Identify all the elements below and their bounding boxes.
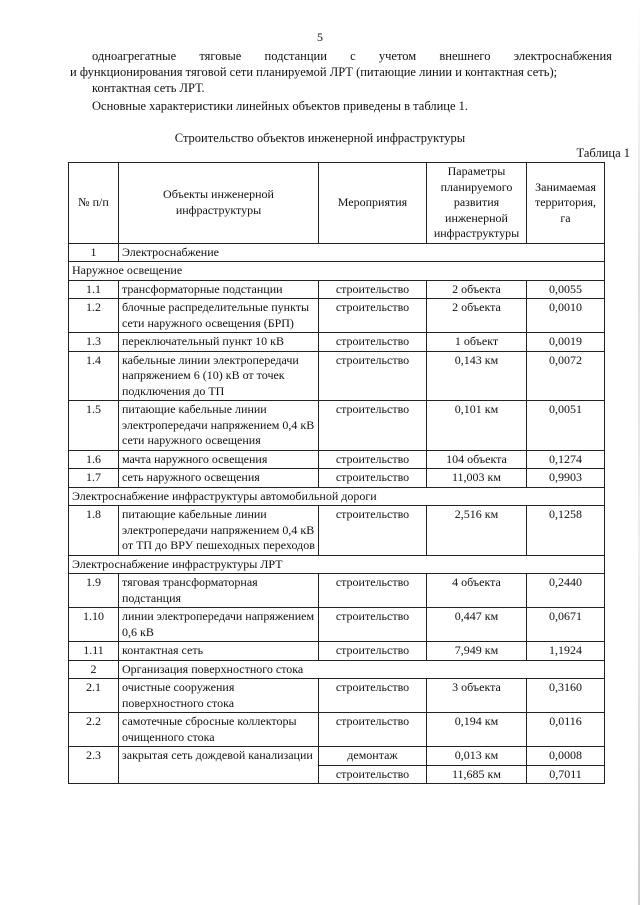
row-object: питающие кабельные линии электропередачи напряжением 0,4 кВ от ТП до ВРУ пешеходных переходов — [119, 506, 319, 556]
row-area: 0,0051 — [527, 401, 605, 451]
row-action: строительство — [319, 333, 427, 352]
table-row — [69, 713, 605, 747]
row-action: строительство — [319, 506, 427, 556]
row-object: трансформаторные подстанции — [119, 280, 319, 299]
row-param: 0,447 км — [427, 608, 527, 642]
intro-word: с — [350, 49, 356, 63]
row-object: контактная сеть — [119, 642, 319, 661]
table-row — [69, 642, 605, 661]
intro-word: тяговые — [199, 49, 242, 63]
row-area: 0,0010 — [527, 299, 605, 333]
row-number: 1.8 — [69, 506, 119, 556]
row-area-split — [527, 747, 605, 784]
row-action: строительство — [319, 351, 427, 401]
row-object: мачта наружного освещения — [119, 450, 319, 469]
row-number: 1.1 — [69, 280, 119, 299]
row-action: строительство — [319, 574, 427, 608]
table-group-row — [69, 243, 605, 262]
row-number: 2.2 — [69, 713, 119, 747]
row-area: 0,0008 — [549, 748, 582, 762]
row-number: 1 — [69, 243, 119, 262]
intro-word: подстанции — [264, 49, 327, 63]
intro-word: электроснабжения — [513, 49, 612, 63]
intro-line-4: Основные характеристики линейных объектов приведены в таблице 1. — [92, 99, 469, 113]
row-action-split — [319, 747, 427, 784]
infrastructure-table — [68, 162, 605, 784]
table-section-row — [69, 262, 605, 281]
intro-word: внешнего — [439, 49, 491, 63]
row-action: строительство — [319, 765, 426, 784]
row-action: строительство — [319, 450, 427, 469]
row-number: 1.9 — [69, 574, 119, 608]
row-object: кабельные линии электропередачи напряжением 6 (10) кВ от точек подключения до ТП — [119, 351, 319, 401]
row-area: 0,0055 — [527, 280, 605, 299]
table-section-row — [69, 555, 605, 574]
table-row — [69, 469, 605, 488]
header-object: Объекты инженерной инфраструктуры — [119, 163, 319, 244]
header-num: № п/п — [69, 163, 119, 244]
row-param: 7,949 км — [427, 642, 527, 661]
row-action: строительство — [319, 713, 427, 747]
row-object: очистные сооружения поверхностного стока — [119, 679, 319, 713]
table-caption: Строительство объектов инженерной инфраструктуры — [174, 131, 466, 145]
header-params: Параметры планируемого развития инженерной инфраструктуры — [427, 163, 527, 244]
row-param: 4 объекта — [427, 574, 527, 608]
table-label: Таблица 1 — [576, 146, 630, 160]
row-param: 3 объекта — [427, 679, 527, 713]
row-area: 1,1924 — [527, 642, 605, 661]
row-area: 0,2440 — [527, 574, 605, 608]
row-param-split — [427, 747, 527, 784]
table-section-row — [69, 487, 605, 506]
row-param: 0,101 км — [427, 401, 527, 451]
table-row — [69, 401, 605, 451]
row-number: 2.3 — [69, 747, 119, 784]
table-row — [69, 574, 605, 608]
row-action: строительство — [319, 469, 427, 488]
row-param: 0,194 км — [427, 713, 527, 747]
section-title: Наружное освещение — [69, 262, 605, 281]
table-row — [69, 299, 605, 333]
row-action: строительство — [319, 679, 427, 713]
row-area: 0,9903 — [527, 469, 605, 488]
row-action: строительство — [319, 608, 427, 642]
row-number: 1.10 — [69, 608, 119, 642]
row-number: 1.6 — [69, 450, 119, 469]
row-number: 1.3 — [69, 333, 119, 352]
row-number: 1.7 — [69, 469, 119, 488]
row-area: 0,0671 — [527, 608, 605, 642]
section-title: Электроснабжение инфраструктуры ЛРТ — [69, 555, 605, 574]
table-row — [69, 351, 605, 401]
header-action: Мероприятия — [319, 163, 427, 244]
row-area: 0,0116 — [527, 713, 605, 747]
intro-word: учетом — [378, 49, 417, 63]
intro-word: одноагрегатные — [92, 49, 177, 63]
row-object: блочные распределительные пункты сети наружного освещения (БРП) — [119, 299, 319, 333]
row-number: 2.1 — [69, 679, 119, 713]
row-param: 11,685 км — [427, 765, 526, 784]
table-row — [69, 280, 605, 299]
header-area: Занимаемая территория, га — [527, 163, 605, 244]
row-area: 0,0019 — [527, 333, 605, 352]
intro-line-2: и функционирования тяговой сети планируемой ЛРТ (питающие линии и контактная сеть); — [70, 65, 558, 79]
row-number: 1.2 — [69, 299, 119, 333]
intro-line-1 — [92, 48, 612, 64]
table-row — [69, 450, 605, 469]
table-group-row — [69, 660, 605, 679]
row-action: демонтаж — [347, 748, 398, 762]
row-action: строительство — [319, 401, 427, 451]
table-row — [69, 747, 605, 784]
row-action: строительство — [319, 642, 427, 661]
row-param: 104 объекта — [427, 450, 527, 469]
row-action: строительство — [319, 299, 427, 333]
table-row — [69, 679, 605, 713]
row-number: 1.4 — [69, 351, 119, 401]
row-param: 2 объекта — [427, 280, 527, 299]
table-header-row — [69, 163, 605, 244]
row-action: строительство — [319, 280, 427, 299]
row-param: 11,003 км — [427, 469, 527, 488]
table-row — [69, 333, 605, 352]
row-object: тяговая трансформаторная подстанция — [119, 574, 319, 608]
row-area: 0,1258 — [527, 506, 605, 556]
group-title: Организация поверхностного стока — [119, 660, 605, 679]
row-object: переключательный пункт 10 кВ — [119, 333, 319, 352]
row-param: 2 объекта — [427, 299, 527, 333]
section-title: Электроснабжение инфраструктуры автомобильной дороги — [69, 487, 605, 506]
intro-line-3: контактная сеть ЛРТ. — [92, 81, 205, 95]
table-row — [69, 506, 605, 556]
row-area: 0,1274 — [527, 450, 605, 469]
row-param: 0,143 км — [427, 351, 527, 401]
row-area: 0,3160 — [527, 679, 605, 713]
row-area: 0,7011 — [527, 765, 604, 784]
row-object: питающие кабельные линии электропередачи напряжением 0,4 кВ сети наружного освещения — [119, 401, 319, 451]
row-object: закрытая сеть дождевой канализации — [119, 747, 319, 784]
row-param: 2,516 км — [427, 506, 527, 556]
row-object: самотечные сбросные коллекторы очищенного стока — [119, 713, 319, 747]
row-area: 0,0072 — [527, 351, 605, 401]
group-title: Электроснабжение — [119, 243, 605, 262]
table-row — [69, 608, 605, 642]
row-number: 2 — [69, 660, 119, 679]
row-param: 1 объект — [427, 333, 527, 352]
row-param: 0,013 км — [454, 748, 499, 762]
row-number: 1.11 — [69, 642, 119, 661]
row-number: 1.5 — [69, 401, 119, 451]
row-object: сеть наружного освещения — [119, 469, 319, 488]
row-object: линии электропередачи напряжением 0,6 кВ — [119, 608, 319, 642]
page-number: 5 — [317, 30, 323, 44]
